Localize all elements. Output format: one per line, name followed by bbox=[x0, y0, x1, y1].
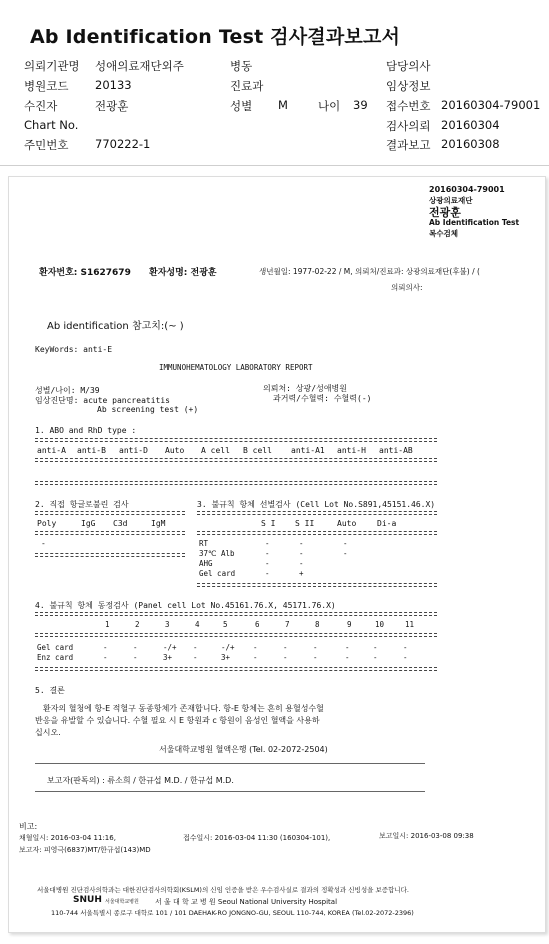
abo-col-8: anti-H bbox=[337, 446, 366, 455]
panel-cell: - bbox=[193, 643, 198, 652]
panel-col-1: 1 bbox=[105, 620, 110, 629]
panel-cell: - bbox=[373, 643, 378, 652]
field-label-sex: 성별 bbox=[230, 99, 253, 113]
label-multiple: 복수검체 bbox=[429, 229, 458, 238]
conclusion-line-2: 반응을 유발할 수 있습니다. 수혈 필요 시 E 항원과 c 항원이 음성인 혈액을 사용하 bbox=[35, 716, 320, 725]
screen-ahg-s1: - bbox=[265, 559, 270, 568]
section-4-title: 4. 불규칙 항체 동정검사 (Panel cell Lot No.45161.76.X, 45171.76.X) bbox=[35, 601, 336, 610]
panel-cell: 3+ bbox=[163, 653, 173, 662]
field-value-age: 39 bbox=[353, 98, 368, 112]
diagnosis: 임상진단명: acute pancreatitis bbox=[35, 396, 170, 405]
screen-rt-s2: - bbox=[299, 539, 304, 548]
abo-col-3: anti-D bbox=[119, 446, 148, 455]
screen-rt-s1: - bbox=[265, 539, 270, 548]
panel-cell: - bbox=[283, 653, 288, 662]
field-label-patient: 수진자 bbox=[24, 99, 58, 113]
dat-col-c3d: C3d bbox=[113, 519, 128, 528]
screen-col-s2: S II bbox=[295, 519, 315, 528]
reporter-codes: 보고자: 피영극(6837)MT/한규섭(143)MD bbox=[19, 846, 151, 854]
dat-col-poly: Poly bbox=[37, 519, 57, 528]
collection-time: 채혈일시: 2016-03-04 11:16, bbox=[19, 834, 116, 842]
field-label-dept: 진료과 bbox=[230, 79, 264, 93]
field-value-accession: 20160304-79001 bbox=[441, 98, 541, 112]
dat-value-poly: - bbox=[41, 539, 46, 548]
panel-cell: -/+ bbox=[163, 643, 177, 652]
section-2-rule-2 bbox=[35, 531, 185, 535]
panel-col-5: 5 bbox=[223, 620, 228, 629]
screen-alb-s2: - bbox=[299, 549, 304, 558]
reference-title: Ab identification 참고치:(~ ) bbox=[47, 321, 184, 332]
reported-time: 보고일시: 2016-03-08 09:38 bbox=[379, 832, 474, 840]
section-4-rule-3 bbox=[35, 667, 437, 671]
panel-cell: - bbox=[193, 653, 198, 662]
abo-col-9: anti-AB bbox=[379, 446, 413, 455]
abo-col-2: anti-B bbox=[77, 446, 106, 455]
footer-address: 110-744 서울특별시 종로구 대학로 101 / 101 DAEHAK-RO JONGNO-GU, SEOUL 110-744, KOREA (Tel.02-2072-2396) bbox=[51, 909, 414, 917]
section-3-rule-2 bbox=[197, 531, 437, 535]
field-label-chart: Chart No. bbox=[24, 118, 79, 132]
panel-cell: - bbox=[313, 643, 318, 652]
panel-cell: - bbox=[133, 643, 138, 652]
reporter-rule-2 bbox=[35, 791, 425, 792]
screen-row-rt: RT bbox=[199, 539, 209, 548]
diagnosis-2: Ab screening test (+) bbox=[97, 405, 199, 414]
panel-row-enz: Enz card bbox=[37, 653, 74, 662]
dat-col-igg: IgG bbox=[81, 519, 96, 528]
field-value-sex: M bbox=[278, 98, 288, 112]
field-value-code: 20133 bbox=[95, 78, 132, 92]
screen-ahg-s2: - bbox=[299, 559, 304, 568]
section-2-rule-3 bbox=[35, 553, 185, 557]
screen-alb-s1: - bbox=[265, 549, 270, 558]
section-4-rule bbox=[35, 612, 437, 616]
panel-cell: - bbox=[345, 643, 350, 652]
field-label-doctor: 담당의사 bbox=[386, 59, 431, 73]
screen-rt-auto: - bbox=[343, 539, 348, 548]
section-1-title: 1. ABO and RhD type : bbox=[35, 426, 137, 435]
label-test: Ab Identification Test bbox=[429, 218, 520, 227]
footer-certification: 서울대병원 진단검사의학과는 대한진단검사의학회(KSLM)의 신임 인증을 받은 우수검사실로 결과의 정확성과 신빙성을 보증합니다. bbox=[37, 886, 409, 894]
abo-col-1: anti-A bbox=[37, 446, 66, 455]
report-title: Ab Identification Test 검사결과보고서 bbox=[30, 26, 401, 48]
field-label-code: 병원코드 bbox=[24, 79, 69, 93]
panel-cell: - bbox=[103, 643, 108, 652]
panel-col-11: 11 bbox=[405, 620, 415, 629]
panel-cell: - bbox=[253, 653, 258, 662]
label-accession: 20160304-79001 bbox=[429, 185, 505, 194]
reporter-rule bbox=[35, 763, 425, 764]
abo-col-7: anti-A1 bbox=[291, 446, 325, 455]
label-name: 전광훈 bbox=[429, 206, 461, 219]
field-label-age: 나이 bbox=[318, 99, 341, 113]
panel-col-6: 6 bbox=[255, 620, 260, 629]
transfusion-history: 과거력/수혈력: 수혈력(-) bbox=[273, 394, 372, 403]
screen-col-dia: Di-a bbox=[377, 519, 397, 528]
sex-age: 성별/나이: M/39 bbox=[35, 386, 100, 395]
panel-cell: - bbox=[133, 653, 138, 662]
abo-col-5: A cell bbox=[201, 446, 230, 455]
screen-row-gel: Gel card bbox=[199, 569, 236, 578]
field-label-clinical: 임상정보 bbox=[386, 79, 431, 93]
section-1-rule-3 bbox=[35, 481, 437, 485]
section-2-rule bbox=[35, 511, 185, 515]
section-1-rule bbox=[35, 438, 437, 442]
panel-cell: - bbox=[345, 653, 350, 662]
reporter-line: 보고자(판독의) : 류소희 / 한규섭 M.D. / 한규섭 M.D. bbox=[47, 776, 234, 785]
section-3-title: 3. 불규칙 항체 선별검사 (Cell Lot No.S891,45151.46.X) bbox=[197, 500, 436, 509]
panel-col-7: 7 bbox=[285, 620, 290, 629]
panel-col-10: 10 bbox=[375, 620, 385, 629]
panel-col-2: 2 bbox=[135, 620, 140, 629]
screen-col-s1: S I bbox=[261, 519, 276, 528]
panel-cell: -/+ bbox=[221, 643, 235, 652]
field-label-ward: 병동 bbox=[230, 59, 253, 73]
label-org: 상광의료재단 bbox=[429, 196, 473, 205]
dat-col-igm: IgM bbox=[151, 519, 166, 528]
screen-row-alb: 37℃ Alb bbox=[199, 549, 235, 558]
snuh-logo: SNUH bbox=[73, 895, 102, 905]
field-label-requested: 검사의뢰 bbox=[386, 119, 431, 133]
field-value-reported: 20160308 bbox=[441, 137, 500, 151]
field-label-org: 의뢰기관명 bbox=[24, 59, 80, 73]
panel-cell: - bbox=[373, 653, 378, 662]
note-label: 비고: bbox=[19, 822, 38, 831]
field-label-ssn: 주민번호 bbox=[24, 138, 69, 152]
section-3-rule-3 bbox=[197, 583, 437, 587]
panel-cell: - bbox=[283, 643, 288, 652]
header-divider bbox=[0, 165, 549, 166]
panel-cell: - bbox=[313, 653, 318, 662]
screen-row-ahg: AHG bbox=[199, 559, 213, 568]
screen-col-auto: Auto bbox=[337, 519, 357, 528]
field-value-patient: 전광훈 bbox=[95, 99, 129, 113]
section-2-title: 2. 직접 항글로불린 검사 bbox=[35, 500, 129, 509]
panel-row-gel: Gel card bbox=[37, 643, 74, 652]
screen-gel-s2: + bbox=[299, 569, 304, 578]
requester: 의뢰처: 상광/성애병원 bbox=[263, 384, 348, 393]
keywords: KeyWords: anti-E bbox=[35, 345, 113, 354]
patient-number: 환자번호: S1627679 bbox=[39, 268, 131, 278]
lab-report-heading: IMMUNOHEMATOLOGY LABORATORY REPORT bbox=[159, 363, 313, 372]
panel-cell: 3+ bbox=[221, 653, 231, 662]
field-label-accession: 접수번호 bbox=[386, 99, 431, 113]
panel-cell: - bbox=[253, 643, 258, 652]
section-4-rule-2 bbox=[35, 633, 437, 637]
received-time: 접수일시: 2016-03-04 11:30 (160304-101), bbox=[183, 834, 331, 842]
panel-col-3: 3 bbox=[165, 620, 170, 629]
section-1-rule-2 bbox=[35, 458, 437, 462]
panel-col-8: 8 bbox=[315, 620, 320, 629]
field-value-requested: 20160304 bbox=[441, 118, 500, 132]
conclusion-line-1: 환자의 혈청에 항-E 적혈구 동종항체가 존재합니다. 항-E 항체는 흔히 용혈성수혈 bbox=[43, 704, 324, 713]
abo-col-6: B cell bbox=[243, 446, 272, 455]
field-value-org: 성애의료재단외주 bbox=[95, 59, 184, 73]
section-5-title: 5. 결론 bbox=[35, 686, 65, 695]
blood-bank-contact: 서울대학교병원 혈액은행 (Tel. 02-2072-2504) bbox=[159, 745, 328, 754]
scanned-report-sheet bbox=[8, 176, 546, 933]
field-value-ssn: 770222-1 bbox=[95, 137, 151, 151]
panel-cell: - bbox=[403, 653, 408, 662]
panel-cell: - bbox=[403, 643, 408, 652]
footer-hospital-name: 서 울 대 학 교 병 원 Seoul National University Hospital bbox=[155, 898, 338, 906]
referring-doctor: 의뢰의사: bbox=[391, 283, 423, 292]
screen-alb-auto: - bbox=[343, 549, 348, 558]
conclusion-line-3: 십시오. bbox=[35, 728, 61, 737]
snuh-logo-sub: 서울대학교병원 bbox=[105, 899, 139, 905]
patient-name: 환자성명: 전광훈 bbox=[149, 268, 217, 278]
panel-cell: - bbox=[103, 653, 108, 662]
screen-gel-s1: - bbox=[265, 569, 270, 578]
panel-col-4: 4 bbox=[195, 620, 200, 629]
abo-col-4: Auto bbox=[165, 446, 185, 455]
panel-col-9: 9 bbox=[347, 620, 352, 629]
section-3-rule bbox=[197, 511, 437, 515]
patient-details: 생년월일: 1977-02-22 / M, 의뢰처/진료과: 상광의료재단(후불) / ( bbox=[259, 267, 480, 276]
field-label-reported: 결과보고 bbox=[386, 138, 431, 152]
